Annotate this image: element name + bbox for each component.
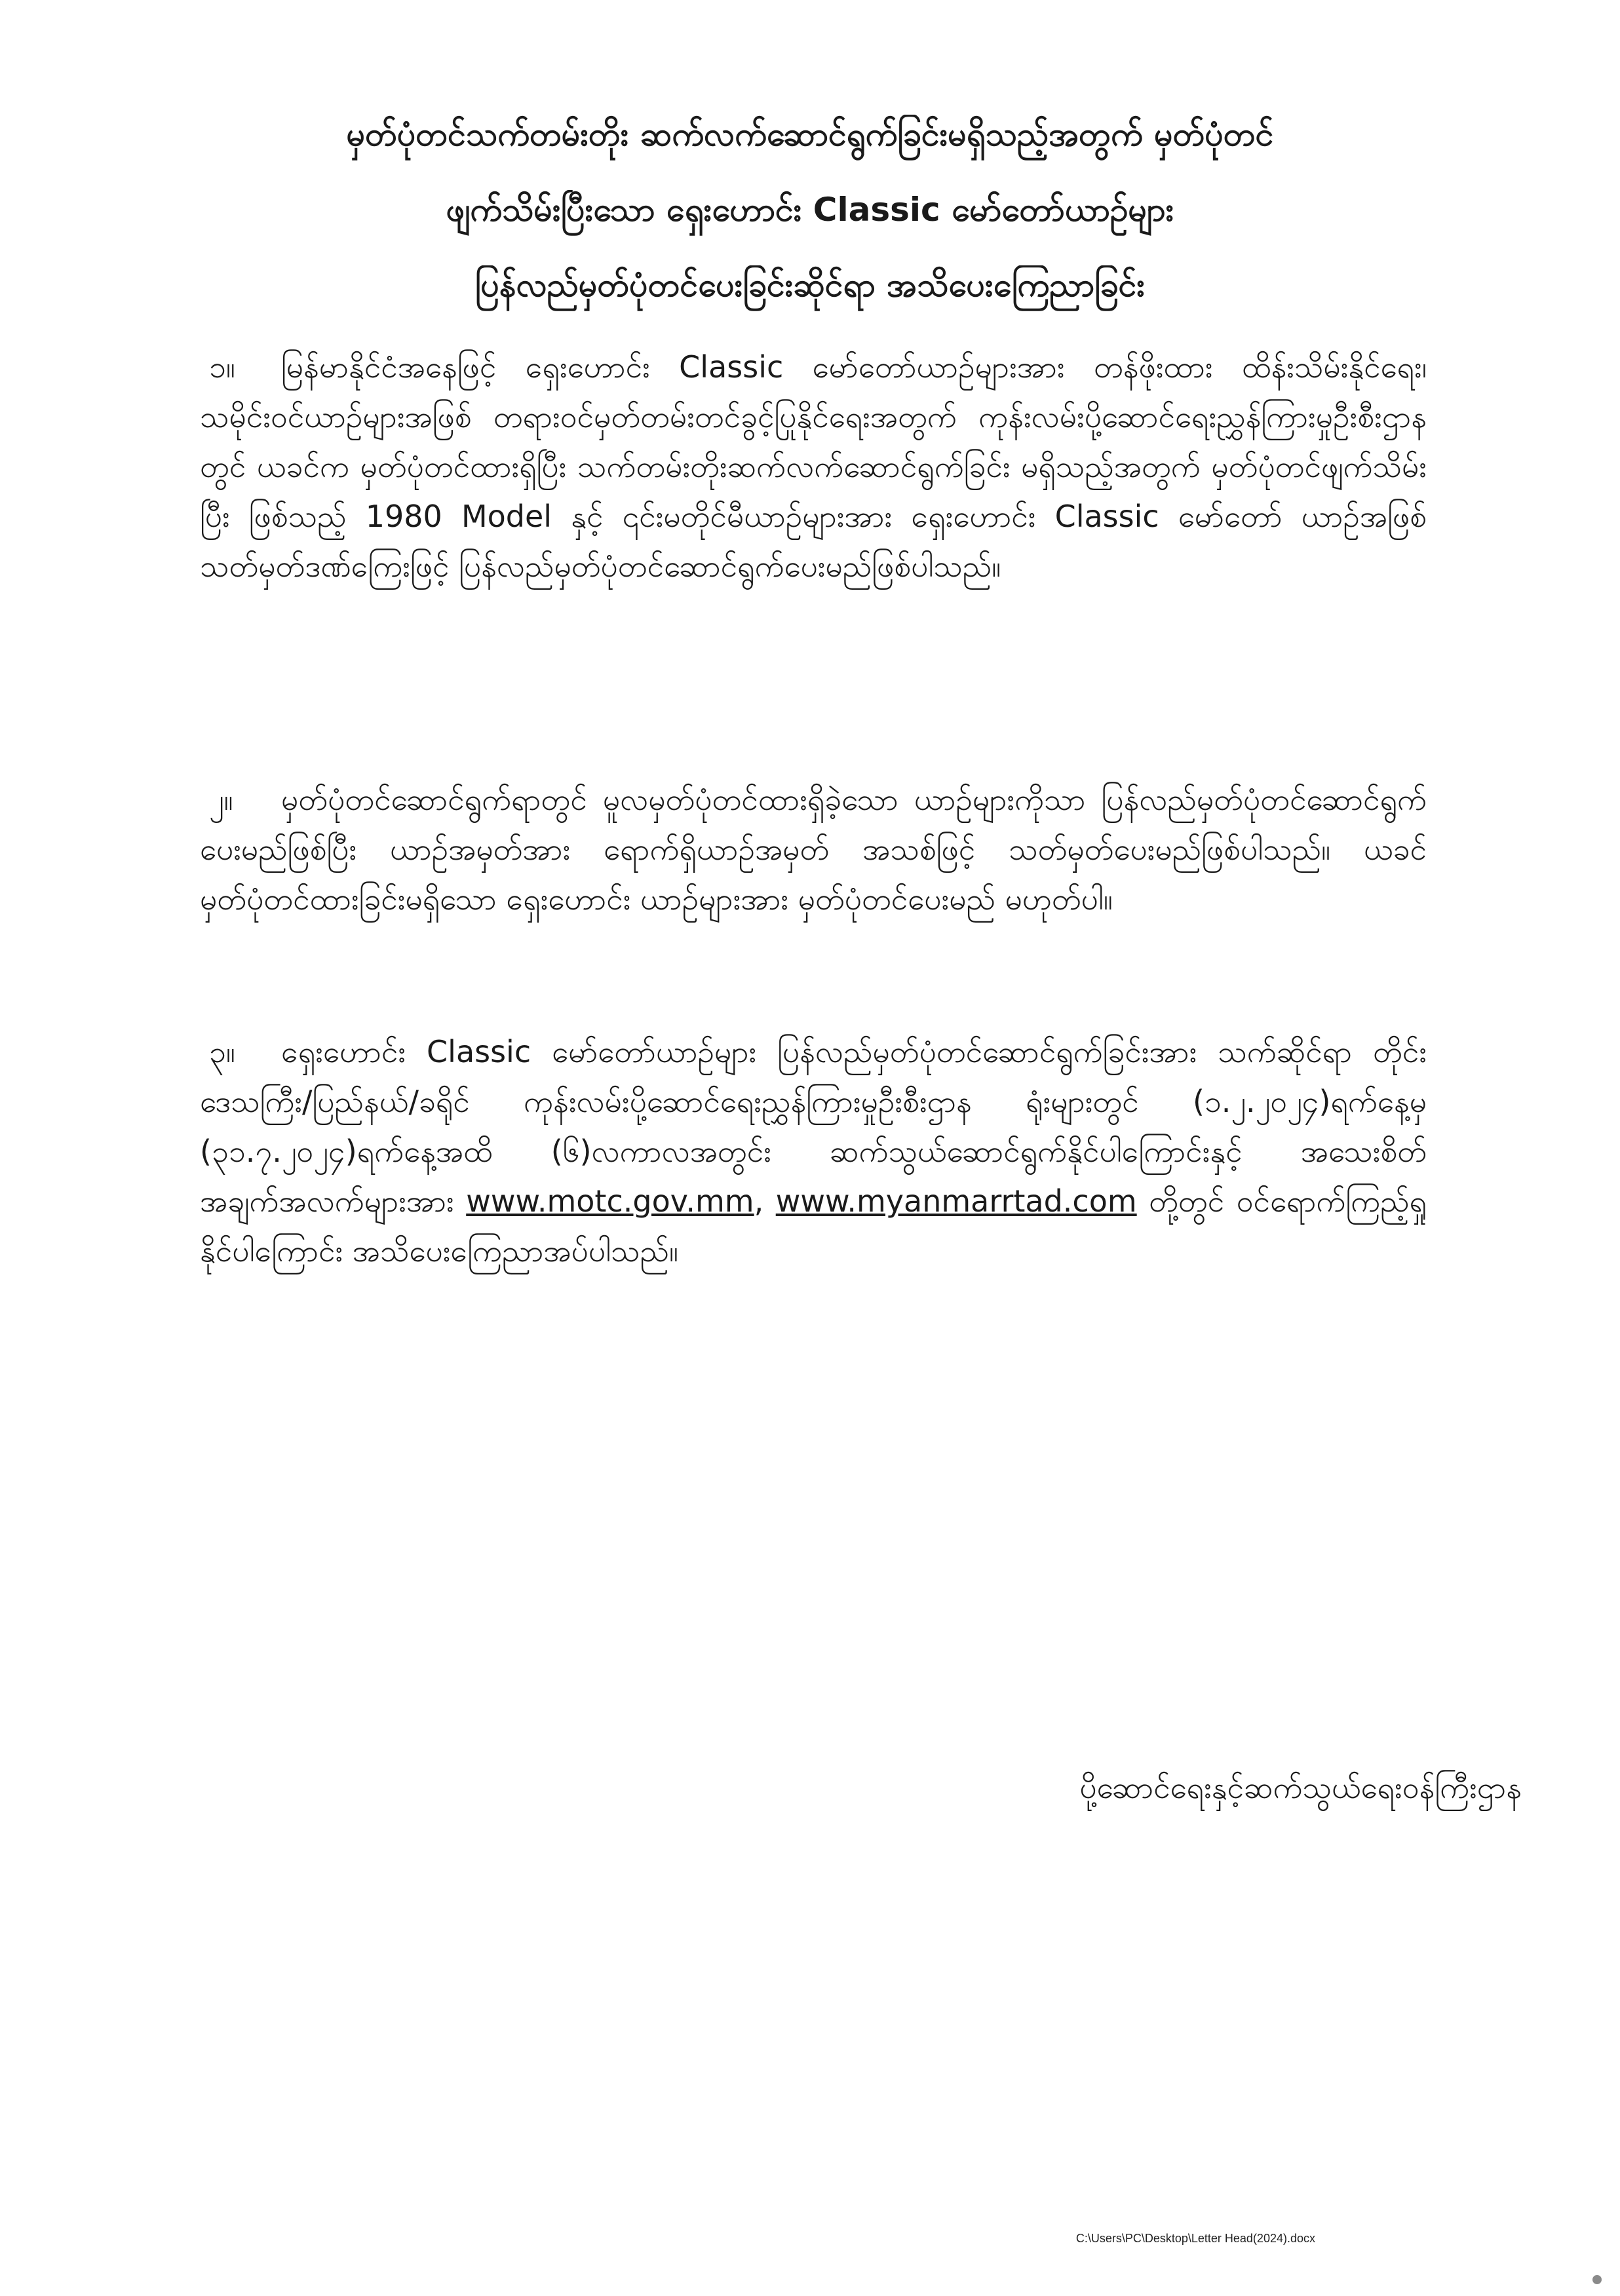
link-separator: , [754, 1183, 776, 1219]
ministry-signature: ပို့ဆောင်ရေးနှင့်ဆက်သွယ်ရေးဝန်ကြီးဌာန [1079, 1770, 1522, 1805]
announcement-title [197, 115, 1423, 341]
paragraph-text: ရှေးဟောင်း Classic မော်တော်ယာဉ်များ ပြန်လည်မှတ်ပုံတင်ဆောင်ရွက်ခြင်းအား သက်ဆိုင်ရာ တိုင်းဒေသကြီး/ပြည်နယ်/ခရိုင် ကုန်းလမ်းပို့ဆောင်ရေးညွှန်ကြားမှုဦးစီးဌာန ရုံးများတွင် (၁.၂.၂၀၂၄)ရက်နေ့မှ (၃၁.၇.၂၀၂၄)ရက်နေ့အထိ (၆)လကာလအတွင်း ဆက်သွယ်ဆောင်ရွက်နိုင်ပါကြောင်းနှင့် အသေးစိတ်အချက်အလက်များအား [200, 1034, 1427, 1219]
paragraph-number: ၂။ [209, 782, 233, 817]
title-line-1: မှတ်ပုံတင်သက်တမ်းတိုး ဆက်လက်ဆောင်ရွက်ခြင်းမရှိသည့်အတွက် မှတ်ပုံတင် [346, 115, 1274, 153]
scan-dot-mark [1592, 2275, 1602, 2284]
paragraph-text: မှတ်ပုံတင်ဆောင်ရွက်ရာတွင် မူလမှတ်ပုံတင်ထားရှိခဲ့သော ယာဉ်များကိုသာ ပြန်လည်မှတ်ပုံတင်ဆောင်ရွက်ပေးမည်ဖြစ်ပြီး ယာဉ်အမှတ်အား ရောက်ရှိယာဉ်အမှတ် အသစ်ဖြင့် သတ်မှတ်ပေးမည်ဖြစ်ပါသည်။ ယခင် မှတ်ပုံတင်ထားခြင်းမရှိသော ရှေးဟောင်း ယာဉ်များအား မှတ်ပုံတင်ပေးမည် မဟုတ်ပါ။ [200, 782, 1427, 917]
title-line-2: ဖျက်သိမ်းပြီးသော ရှေးဟောင်း Classic မော်တော်ယာဉ်များ [446, 191, 1174, 229]
footer-file-path: C:\Users\PC\Desktop\Letter Head(2024).docx [1075, 2232, 1315, 2245]
myanmarrtad-website-link[interactable]: www.myanmarrtad.com [775, 1183, 1137, 1219]
paragraph-1 [200, 342, 1427, 775]
paragraph-number: ၃။ [209, 1034, 235, 1069]
announcement-body [200, 342, 1427, 1433]
title-line-3: ပြန်လည်မှတ်ပုံတင်ပေးခြင်းဆိုင်ရာ အသိပေးကြေညာခြင်း [474, 266, 1146, 304]
paragraph-text-end: တို့တွင် ဝင်ရောက်ကြည့်ရှုနိုင်ပါကြောင်း အသိပေးကြေညာအပ်ပါသည်။ [200, 1183, 1427, 1269]
paragraph-2 [200, 775, 1427, 1027]
paragraph-number: ၁။ [209, 349, 235, 385]
motc-website-link[interactable]: www.motc.gov.mm [466, 1183, 754, 1219]
paragraph-text: မြန်မာနိုင်ငံအနေဖြင့် ရှေးဟောင်း Classic မော်တော်ယာဉ်များအား တန်ဖိုးထား ထိန်းသိမ်းနိုင်ရေး၊ သမိုင်းဝင်ယာဉ်များအဖြစ် တရားဝင်မှတ်တမ်းတင်ခွင့်ပြုနိုင်ရေးအတွက် ကုန်းလမ်းပို့ဆောင်ရေးညွှန်ကြားမှုဦးစီးဌာနတွင် ယခင်က မှတ်ပုံတင်ထားရှိပြီး သက်တမ်းတိုးဆက်လက်ဆောင်ရွက်ခြင်း မရှိသည့်အတွက် မှတ်ပုံတင်ဖျက်သိမ်းပြီး ဖြစ်သည့် 1980 Model နှင့် ၎င်းမတိုင်မီယာဉ်များအား ရှေးဟောင်း Classic မော်တော် ယာဉ်အဖြစ် သတ်မှတ်ဒဏ်ကြေးဖြင့် ပြန်လည်မှတ်ပုံတင်ဆောင်ရွက်ပေးမည်ဖြစ်ပါသည်။ [200, 349, 1427, 584]
paragraph-3 [200, 1027, 1427, 1433]
